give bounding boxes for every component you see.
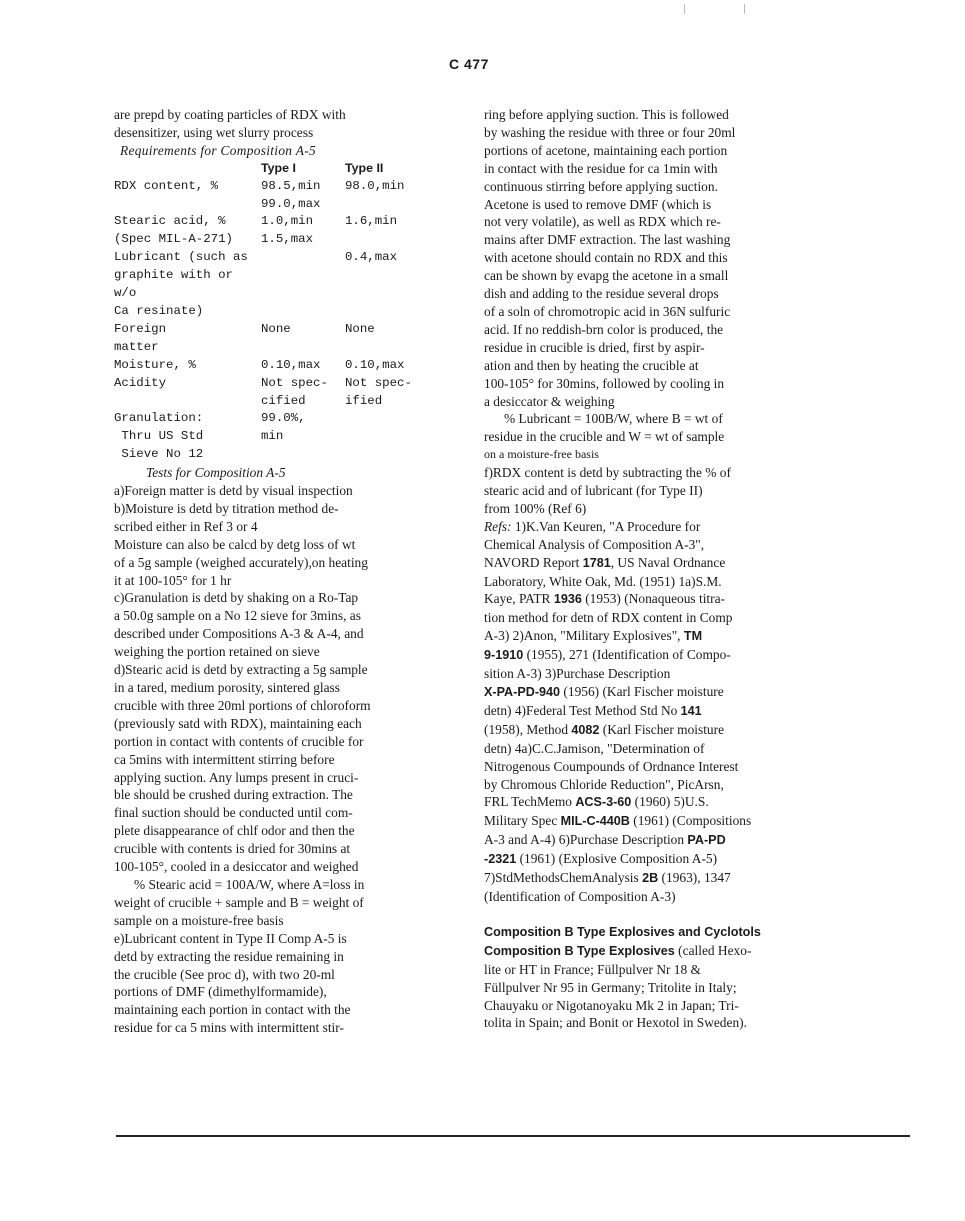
type-ii-value: None [345, 321, 375, 336]
reference-line [484, 646, 814, 665]
reference-line: detn) 4a)C.C.Jamison, "Determination of [484, 740, 705, 756]
text-line: it at 100-105° for 1 hr [114, 572, 232, 588]
tests-heading: Tests for Composition A-5 [146, 465, 286, 481]
row-label: Moisture, % [114, 357, 196, 372]
type-ii-value: 0.4,max [345, 250, 398, 265]
formula-line: weight of crucible + sample and B = weight of [114, 894, 364, 910]
type-i-value: min [261, 429, 284, 444]
table-row [114, 249, 440, 267]
reference-line [484, 831, 814, 850]
row-label: Acidity [114, 375, 167, 390]
text-line: of a 5g sample (weighed accurately),on heating [114, 554, 368, 570]
text-line: ble should be crushed during extraction. The [114, 787, 353, 803]
report-number: X-PA-PD-940 [484, 685, 561, 699]
type-ii-value: 98.0,min [345, 178, 405, 193]
row-label: matter [114, 339, 159, 354]
reference-text: (Karl Fischer moisture [599, 721, 725, 737]
refs-label: Refs: [484, 518, 512, 534]
text-line: crucible with three 20ml portions of chloroform [114, 697, 371, 713]
reference-text: (1963), 1347 [658, 870, 731, 886]
formula-line: residue in the crucible and W = wt of sample [484, 429, 725, 445]
row-label: graphite with or w/o [114, 268, 233, 301]
references [484, 518, 814, 906]
section-line [484, 942, 814, 961]
text-line: portion in contact with contents of crucible for [114, 733, 364, 749]
section-line: tolita in Spain; and Bonit or Hexotol in Sweden). [484, 1015, 747, 1031]
type-ii-value [345, 303, 440, 321]
type-i-value: cified [261, 393, 306, 408]
reference-line [484, 518, 814, 536]
reference-text: (1955), 271 (Identification of Compo- [523, 647, 731, 663]
formula-line: sample on a moisture-free basis [114, 912, 284, 928]
type-ii-value: Not spec- [345, 375, 412, 390]
text-line: detd by extracting the residue remaining in [114, 948, 344, 964]
reference-text: A-3) 2)Anon, "Military Explosives", [484, 628, 684, 644]
table-row [114, 196, 440, 214]
type-i-value: 98.5,min [261, 178, 321, 193]
type-i-value: Not spec- [261, 375, 328, 390]
row-label: Foreign [114, 321, 167, 336]
reference-line [484, 869, 814, 888]
text-line: in a tared, medium porosity, sintered glass [114, 680, 340, 695]
row-label [114, 393, 261, 411]
type-ii-value [345, 410, 440, 428]
text-line: final suction should be conducted until com- [114, 805, 353, 821]
reference-line [484, 850, 814, 869]
table-row [114, 231, 440, 249]
section-text: (called Hexo- [674, 942, 752, 958]
text-line: 100-105° for 30mins, followed by cooling in [484, 375, 725, 391]
type-ii-value [345, 428, 440, 446]
text-line: residue for ca 5 mins with intermittent stir- [114, 1020, 344, 1036]
row-label: Granulation: [114, 411, 204, 426]
formula-line: on a moisture-free basis [484, 447, 599, 462]
reference-line [484, 683, 814, 702]
left-column [114, 106, 444, 1037]
reference-line [484, 721, 814, 740]
report-number: TM [683, 629, 703, 644]
text-line: portions of DMF (dimethylformamide), [114, 984, 327, 1000]
text-line: by washing the residue with three or four 20ml [484, 124, 736, 140]
section-lead: Composition B Type Explosives [484, 943, 675, 958]
text-line: applying suction. Any lumps present in cruci- [114, 769, 359, 785]
reference-text: (1956) (Karl Fischer moisture [560, 684, 724, 699]
reference-line: Chemical Analysis of Composition A-3", [484, 536, 705, 552]
table-row [114, 393, 440, 411]
formula-line: % Lubricant = 100B/W, where B = wt of [504, 411, 723, 427]
reference-line: by Chromous Chloride Reduction", PicArsn, [484, 776, 724, 792]
text-line: described under Compositions A-3 & A-4, and [114, 626, 364, 642]
type-ii-value: ified [345, 393, 383, 408]
reference-line [484, 793, 814, 812]
type-i-value: 1.5,max [261, 232, 314, 247]
reference-text: , US Naval Ordnance [610, 554, 726, 570]
text-line: maintaining each portion in contact with the [114, 1002, 351, 1018]
reference-text: (1960) 5)U.S. [631, 794, 709, 810]
text-line: from 100% (Ref 6) [484, 500, 587, 516]
type-ii-header: Type II [345, 160, 384, 175]
type-i-value [261, 446, 345, 464]
reference-line [484, 627, 814, 646]
text-line: scribed either in Ref 3 or 4 [114, 518, 258, 534]
table-row [114, 303, 440, 321]
reference-text: Military Spec [484, 813, 561, 829]
report-number: 1936 [553, 592, 582, 607]
text-line: crucible with contents is dried for 30mins at [114, 841, 351, 857]
text-line: c)Granulation is detd by shaking on a Ro-Tap [114, 590, 359, 606]
right-column [484, 106, 814, 1032]
table-row [114, 213, 440, 231]
row-label: Stearic acid, % [114, 214, 226, 229]
report-number: 1781 [582, 555, 611, 570]
section-line: Füllpulver Nr 95 in Germany; Tritolite in Italy; [484, 979, 737, 995]
text-line: 100-105°, cooled in a desiccator and weighed [114, 859, 359, 875]
row-label: Lubricant (such as [114, 250, 248, 265]
text-line: (previously satd with RDX), maintaining each [114, 715, 362, 731]
type-ii-value: 1.6,min [345, 214, 398, 229]
row-label: Sieve No 12 [114, 447, 204, 462]
reference-line: Laboratory, White Oak, Md. (1951) 1a)S.M. [484, 573, 722, 589]
report-number: 9-1910 [484, 648, 524, 663]
type-i-value: 1.0,min [261, 214, 314, 229]
type-ii-value [345, 231, 440, 249]
report-number: 2B [642, 871, 659, 886]
reference-text: A-3 and A-4) 6)Purchase Description [484, 832, 688, 848]
row-label: RDX content, % [114, 178, 219, 193]
formula-line: % Stearic acid = 100A/W, where A=loss in [134, 876, 365, 892]
table-row [114, 267, 440, 303]
text-line: Moisture can also be calcd by detg loss of wt [114, 536, 356, 552]
report-number: MIL-C-440B [560, 814, 630, 829]
table-header-row [114, 160, 440, 178]
table-row [114, 357, 440, 375]
text-line: in contact with the residue for ca 1min with [484, 160, 718, 176]
report-number: ACS-3-60 [575, 795, 632, 810]
type-i-header: Type I [261, 160, 296, 175]
table-row [114, 446, 440, 464]
text-line: d)Stearic acid is detd by extracting a 5g sample [114, 662, 368, 678]
type-ii-value [345, 339, 440, 357]
type-ii-value [345, 196, 440, 214]
report-number: 4082 [571, 722, 600, 737]
page-number: C 477 [449, 56, 489, 72]
type-i-value: 99.0%, [261, 411, 306, 426]
reference-line [484, 590, 814, 609]
text-line: not very volatile), as well as RDX which re- [484, 214, 721, 230]
table-row [114, 321, 440, 339]
text-line: are prepd by coating particles of RDX with [114, 107, 346, 122]
row-label: Thru US Std [114, 429, 204, 444]
requirements-heading: Requirements for Composition A-5 [120, 142, 316, 158]
text-line: portions of acetone, maintaining each portion [484, 142, 728, 158]
report-number: 141 [680, 703, 702, 718]
text-line: continuous stirring before applying suction. [484, 178, 718, 194]
row-label: (Spec MIL-A-271) [114, 232, 233, 247]
text-line: the crucible (See proc d), with two 20-ml [114, 966, 335, 982]
reference-text: detn) 4)Federal Test Method Std No [484, 702, 681, 718]
reference-text: (1953) (Nonaqueous titra- [581, 591, 726, 607]
reference-text: (1961) (Compositions [629, 813, 752, 829]
table-row [114, 339, 440, 357]
text-line: dish and adding to the residue several drops [484, 286, 719, 302]
table-row [114, 410, 440, 428]
reference-text: Kaye, PATR [484, 591, 554, 607]
type-ii-value [345, 446, 440, 464]
text-line: f)RDX content is detd by subtracting the % of [484, 465, 731, 481]
reference-line: (Identification of Composition A-3) [484, 888, 676, 904]
reference-line: Nitrogenous Coumpounds of Ordnance Interest [484, 758, 739, 774]
type-i-value [261, 303, 345, 321]
text-line: a)Foreign matter is detd by visual inspection [114, 483, 353, 499]
text-line: e)Lubricant content in Type II Comp A-5 is [114, 930, 347, 946]
text-line: desensitizer, using wet slurry process [114, 124, 314, 140]
text-line: a 50.0g sample on a No 12 sieve for 3mins, as [114, 608, 361, 624]
text-line: plete disappearance of chlf odor and then the [114, 823, 355, 839]
reference-text: (1961) (Explosive Composition A-5) [516, 851, 718, 867]
type-i-value [261, 249, 345, 267]
table-row [114, 428, 440, 446]
scan-mark [684, 4, 685, 14]
section-line: Chauyaku or Nigotanoyaku Mk 2 in Japan; Tri- [484, 997, 739, 1013]
bottom-rule [116, 1135, 910, 1137]
text-line: acid. If no reddish-brn color is produced, the [484, 321, 724, 337]
reference-text: FRL TechMemo [484, 794, 576, 810]
reference-text: (1958), Method [484, 721, 572, 737]
reference-text: 7)StdMethodsChemAnalysis [484, 870, 643, 886]
type-i-value [261, 339, 345, 357]
type-i-value: None [261, 321, 291, 336]
type-ii-value [345, 267, 440, 303]
row-label: Ca resinate) [114, 303, 204, 318]
text-line: of a soln of chromotropic acid in 36N sulfuric [484, 303, 731, 319]
report-number: PA-PD [687, 833, 726, 848]
text-line: stearic acid and of lubricant (for Type II) [484, 483, 703, 499]
table-row [114, 178, 440, 196]
reference-line [484, 554, 814, 573]
reference-text: NAVORD Report [484, 554, 583, 570]
text-line: ca 5mins with intermittent stirring before [114, 751, 335, 767]
type-i-value: 99.0,max [261, 196, 321, 211]
text-line: a desiccator & weighing [484, 393, 615, 409]
reference-line: tion method for detn of RDX content in Comp [484, 610, 733, 626]
scan-mark [744, 4, 745, 14]
type-i-value: 0.10,max [261, 357, 321, 372]
table-row [114, 375, 440, 393]
text-line: b)Moisture is detd by titration method de- [114, 500, 339, 516]
text-line: weighing the portion retained on sieve [114, 644, 320, 660]
reference-text: 1)K.Van Keuren, "A Procedure for [511, 518, 701, 534]
requirements-table [114, 160, 440, 464]
text-line: ring before applying suction. This is followed [484, 107, 729, 122]
text-line: with acetone should contain no RDX and this [484, 250, 728, 266]
type-ii-value: 0.10,max [345, 357, 405, 372]
text-line: Acetone is used to remove DMF (which is [484, 196, 712, 212]
type-i-value [261, 267, 345, 303]
section-line: lite or HT in France; Füllpulver Nr 18 & [484, 961, 701, 977]
reference-line [484, 702, 814, 721]
reference-line: sition A-3) 3)Purchase Description [484, 666, 671, 682]
row-label [114, 196, 261, 214]
reference-line [484, 812, 814, 831]
text-line: mains after DMF extraction. The last washing [484, 232, 731, 248]
section-title: Composition B Type Explosives and Cyclotols [484, 924, 761, 939]
text-line: residue in crucible is dried, first by aspir- [484, 339, 705, 355]
report-number: -2321 [484, 852, 517, 867]
text-line: ation and then by heating the crucible at [484, 357, 699, 373]
text-line: can be shown by evapg the acetone in a small [484, 268, 729, 284]
